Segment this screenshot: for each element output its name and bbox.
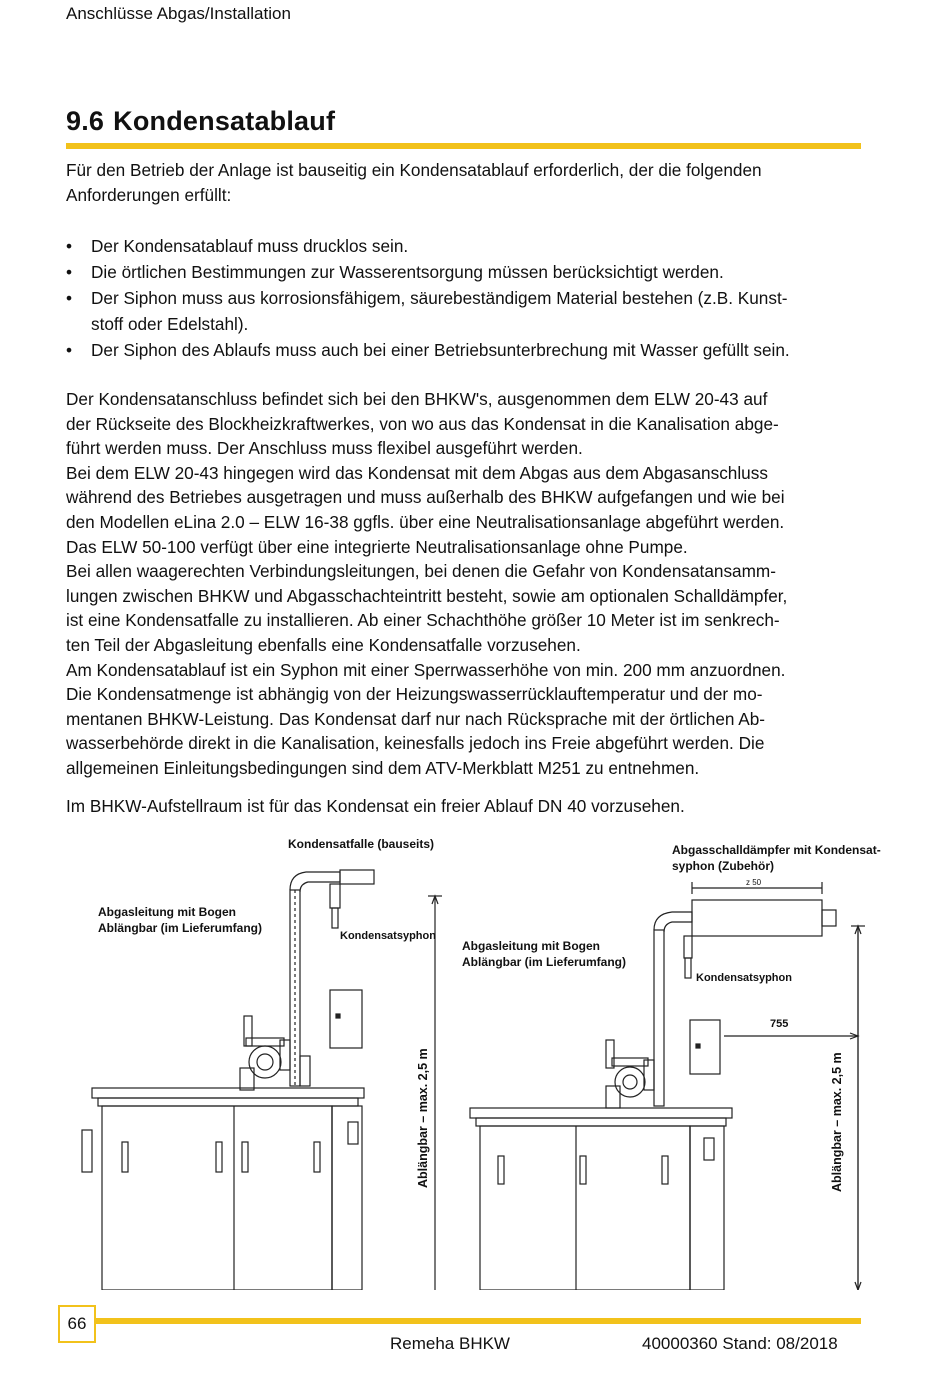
body-line: mentanen BHKW-Leistung. Das Kondensat darf nur nach Rücksprache mit der örtlichen Ab- <box>66 708 766 729</box>
body-line: lungen zwischen BHKW und Abgasschachteintritt besteht, sowie am optionalen Schalldämpfer, <box>66 585 788 606</box>
requirements-list <box>66 233 866 363</box>
label-line: Abgasschalldämpfer mit Kondensat- <box>672 843 881 857</box>
list-item-text: Der Kondensatablauf muss drucklos sein. <box>91 236 409 256</box>
installation-drawing <box>40 830 920 1290</box>
intro-paragraph <box>66 158 866 207</box>
body-line: Bei dem ELW 20-43 hingegen wird das Kondensat mit dem Abgas aus dem Abgasanschluss <box>66 462 768 483</box>
label-condensate-trap: Kondensatfalle (bauseits) <box>288 837 435 851</box>
drain-paragraph: Im BHKW-Aufstellraum ist für das Kondensat ein freier Ablauf DN 40 vorzusehen. <box>66 796 685 816</box>
bullet-icon: • <box>66 236 73 256</box>
section-number: 9.6 <box>66 106 105 136</box>
body-line: Am Kondensatablauf ist ein Syphon mit einer Sperrwasserhöhe von min. 200 mm anzuordnen. <box>66 659 786 680</box>
page-number: 66 <box>58 1305 96 1343</box>
label-exhaust-pipe-left <box>98 904 262 936</box>
label-siphon-left: Kondensatsyphon <box>340 930 436 942</box>
bullet-icon: • <box>66 262 73 282</box>
section-title: Kondensatablauf <box>113 106 336 136</box>
list-item-text: Die örtlichen Bestimmungen zur Wasserentsorgung müssen berücksichtigt werden. <box>91 262 724 282</box>
body-line: Die Kondensatmenge ist abhängig von der Heizungswasserrücklauftemperatur und der mo- <box>66 684 763 705</box>
bullet-icon: • <box>66 340 73 360</box>
body-line: während des Betriebes ausgetragen und muss außerhalb des BHKW aufgefangen und wie bei <box>66 487 785 508</box>
body-line: den Modellen eLina 2.0 – ELW 16-38 ggfls. über eine Neutralisationsanlage abgeführt werden. <box>66 511 785 532</box>
intro-line: Anforderungen erfüllt: <box>66 184 232 205</box>
intro-line: Für den Betrieb der Anlage ist bauseitig ein Kondensatablauf erforderlich, der die folgenden <box>66 160 762 180</box>
list-item <box>66 233 866 259</box>
label-siphon-right: Kondensatsyphon <box>696 972 792 984</box>
label-line: Ablängbar (im Lieferumfang) <box>98 921 263 935</box>
body-line: Der Kondensatanschluss befindet sich bei den BHKW's, ausgenommen dem ELW 20-43 auf <box>66 389 768 409</box>
body-line: Bei allen waagerechten Verbindungsleitungen, bei denen die Gefahr von Kondensatansamm- <box>66 561 776 582</box>
label-height-right: Ablängbar – max. 2,5 m <box>830 1052 844 1192</box>
label-line: Abgasleitung mit Bogen <box>98 905 236 919</box>
label-height-left: Ablängbar – max. 2,5 m <box>416 1048 430 1188</box>
label-exhaust-pipe-right <box>462 938 626 970</box>
section-heading <box>66 106 335 137</box>
label-line: syphon (Zubehör) <box>672 859 774 873</box>
footer-product: Remeha BHKW <box>390 1334 510 1353</box>
body-line: Das ELW 50-100 verfügt über eine integrierte Neutralisationsanlage ohne Pumpe. <box>66 536 688 557</box>
list-item-text: stoff oder Edelstahl). <box>91 314 249 334</box>
body-line: führt werden muss. Der Anschluss muss flexibel ausgeführt werden. <box>66 438 583 459</box>
list-item <box>66 337 866 363</box>
body-paragraph <box>66 387 866 781</box>
body-line: ist eine Kondensatfalle zu installieren. Ab einer Schachthöhe größer 10 Meter ist im senkrech- <box>66 610 780 631</box>
bullet-icon: • <box>66 288 73 308</box>
footer-rule <box>96 1318 861 1324</box>
list-item-text: Der Siphon muss aus korrosionsfähigem, säurebeständigem Material bestehen (z.B. Kunst- <box>91 288 788 308</box>
heading-rule <box>66 143 861 149</box>
running-header: Anschlüsse Abgas/Installation <box>66 4 291 23</box>
list-item-text: Der Siphon des Ablaufs muss auch bei einer Betriebsunterbrechung mit Wasser gefüllt sein. <box>91 340 790 360</box>
label-line: Ablängbar (im Lieferumfang) <box>462 955 627 969</box>
dimension-z50: z 50 <box>746 878 762 887</box>
body-line: der Rückseite des Blockheizkraftwerkes, von wo aus das Kondensat in die Kanalisation abge- <box>66 413 779 434</box>
label-line: Abgasleitung mit Bogen <box>462 939 600 953</box>
body-line: wasserbehörde direkt in die Kanalisation, keinesfalls jedoch ins Freie abgeführt werden. Die <box>66 733 765 754</box>
footer-doc-ref: 40000360 Stand: 08/2018 <box>642 1334 838 1353</box>
dimension-755: 755 <box>770 1018 789 1030</box>
label-silencer <box>672 842 881 874</box>
list-item <box>66 259 866 285</box>
body-line: ten Teil der Abgasleitung ebenfalls eine Kondensatfalle vorzusehen. <box>66 634 581 655</box>
body-line: allgemeinen Einleitungsbedingungen sind dem ATV-Merkblatt M251 zu entnehmen. <box>66 757 700 778</box>
installation-figure <box>40 830 920 1290</box>
list-item <box>66 285 866 337</box>
